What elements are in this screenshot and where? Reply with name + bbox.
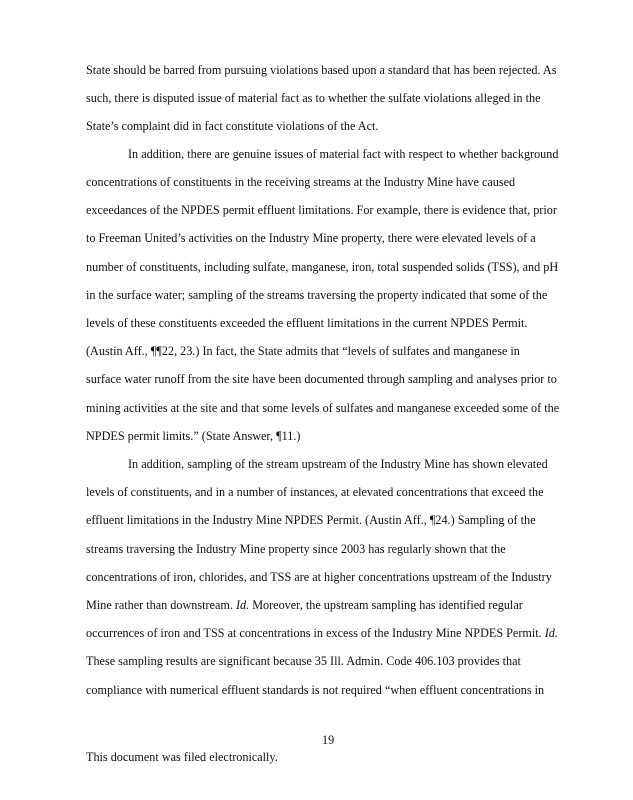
text-line xyxy=(86,625,558,641)
text-line: effluent limitations in the Industry Mine NPDES Permit. (Austin Aff., ¶24.) Sampling of the xyxy=(86,513,536,527)
citation-id: Id. xyxy=(544,626,558,640)
text-line: surface water runoff from the site have been documented through sampling and analyses prior to xyxy=(86,372,557,386)
text-line: NPDES permit limits.” (State Answer, ¶11.) xyxy=(86,429,301,443)
text-line: State should be barred from pursuing violations based upon a standard that has been rejected. As xyxy=(86,63,557,77)
text-line: compliance with numerical effluent standards is not required “when effluent concentrations in xyxy=(86,683,545,697)
text-line: State’s complaint did in fact constitute violations of the Act. xyxy=(86,119,379,133)
text-line: streams traversing the Industry Mine property since 2003 has regularly shown that the xyxy=(86,542,506,556)
text-line: in the surface water; sampling of the streams traversing the property indicated that some of the xyxy=(86,288,548,302)
text-span: occurrences of iron and TSS at concentrations in excess of the Industry Mine NPDES Permit. xyxy=(86,626,545,640)
citation-id: Id. xyxy=(235,598,250,612)
text-line xyxy=(86,597,523,613)
text-span: Moreover, the upstream sampling has identified regular xyxy=(249,598,523,612)
text-line: number of constituents, including sulfate, manganese, iron, total suspended solids (TSS), and pH xyxy=(86,260,559,274)
text-line: to Freeman United’s activities on the Industry Mine property, there were elevated levels of a xyxy=(86,231,536,245)
text-line: These sampling results are significant because 35 Ill. Admin. Code 406.103 provides that xyxy=(86,654,521,668)
text-span: Mine rather than downstream. xyxy=(86,598,236,612)
footer-note: This document was filed electronically. xyxy=(86,750,278,764)
text-line: In addition, there are genuine issues of material fact with respect to whether background xyxy=(128,147,559,161)
text-line: (Austin Aff., ¶¶22, 23.) In fact, the State admits that “levels of sulfates and manganese in xyxy=(86,344,520,358)
text-line: such, there is disputed issue of material fact as to whether the sulfate violations alleged in the xyxy=(86,91,541,105)
page-number: 19 xyxy=(322,733,335,747)
text-line: mining activities at the site and that some levels of sulfates and manganese exceeded some of the xyxy=(86,401,560,415)
text-line: levels of constituents, and in a number of instances, at elevated concentrations that exceed the xyxy=(86,485,544,499)
text-line: In addition, sampling of the stream upstream of the Industry Mine has shown elevated xyxy=(128,457,548,471)
text-line: concentrations of constituents in the receiving streams at the Industry Mine have caused xyxy=(86,175,516,189)
text-line: levels of these constituents exceeded the effluent limitations in the current NPDES Permit. xyxy=(86,316,528,330)
text-line: exceedances of the NPDES permit effluent limitations. For example, there is evidence that, prior xyxy=(86,203,557,217)
text-line: concentrations of iron, chlorides, and TSS are at higher concentrations upstream of the Industry xyxy=(86,570,552,584)
